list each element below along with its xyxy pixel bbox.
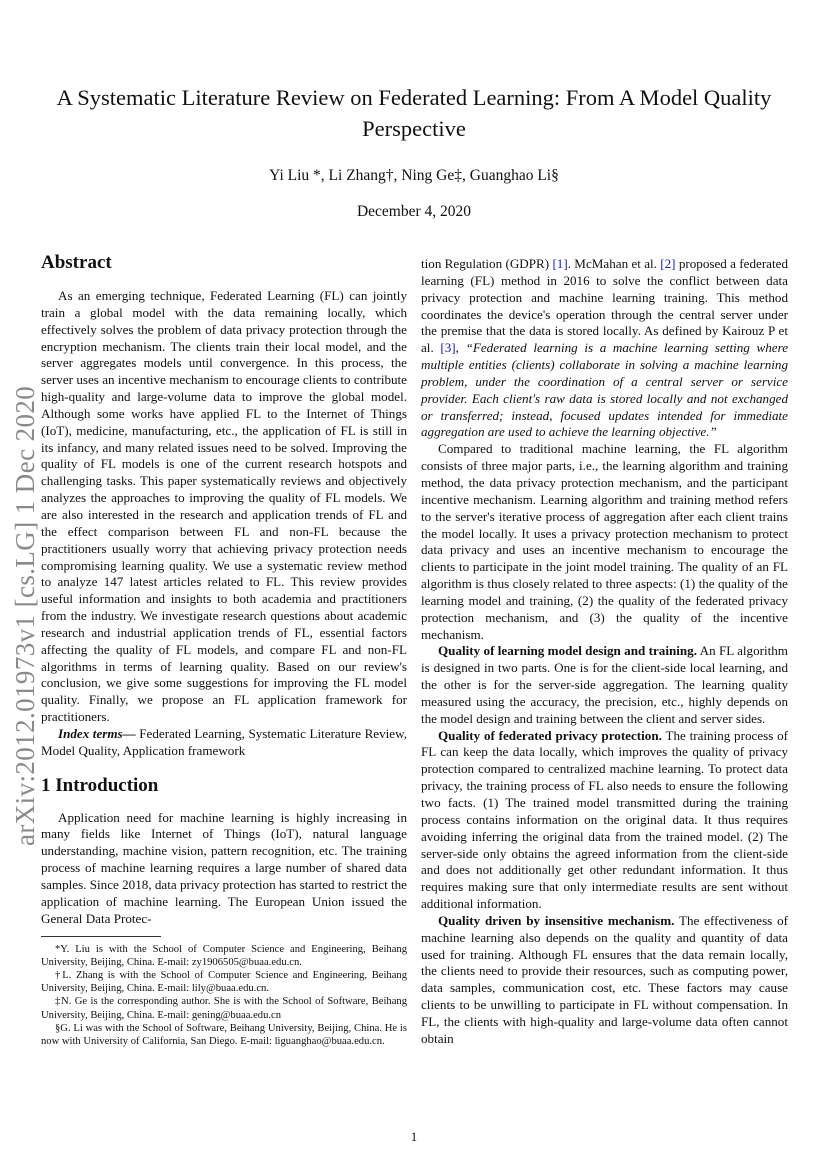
abstract-heading: Abstract [41,252,112,273]
introduction-heading: 1 Introduction [41,774,159,796]
index-terms-label: Index terms— [58,725,136,741]
abstract-text: As an emerging technique, Federated Learning (FL) can jointly train a global model with the data remaining locally, which effectively solves the problem of data privacy protection through the encryption mechanism. The clients train their local model, and the server aggregates models until convergence. In this process, the server uses an incentive mechanism to encourage clients to contribute high-quality and large-volume data to improve the global model. Although some works have applied FL to the Internet of Things (IoT), medicine, manufacturing, etc., the application of FL is still in its infancy, and many related issues need to be solved. Improving the quality of FL models is one of the current research hotspots and challenging tasks. This paper systematically reviews and objectively analyzes the approaches to improving the quality of FL models. We are also interested in the research and application trends of FL and the effect comparison between FL and non-FL because the practitioners usually worry that achieving privacy protection needs compromising learning quality. We use a systematic review method to analyze 147 latest articles related to FL. This review provides useful information and insights to both academia and practitioners from the industry. We investigate research questions about academic research and industrial application trends of FL, essential factors affecting the quality of FL models, and compare FL and non-FL algorithms in terms of learning quality. Based on our review's conclusion, we give some suggestions for improving the FL model quality. Finally, we propose an FL application framework for practitioners. [41,288,407,725]
footnote: ‡N. Ge is the corresponding author. She is with the School of Software, Beihang University, Beijing, China. E-mail: gening@buaa.edu.cn [41,996,407,1021]
text-run: The effectiveness of machine learning also depends on the quality and quantity of data used for training. Although FL ensures that the data remain locally, the clients need to provide their resources, such as computing power, data samples, communication cost, etc. These factors may cause clients to be unwilling to participate in FL without compensation. In FL, the clients with high-quality and large-volume data often cannot obtain [421,912,788,1046]
paper-date: December 4, 2020 [356,203,472,220]
footnote: *Y. Liu is with the School of Computer Science and Engineering, Beihang University, Beijing, China. E-mail: zy1906505@buaa.edu.cn. [41,943,407,968]
privacy-quality-paragraph [421,728,788,913]
citation-link[interactable]: [2] [660,256,676,271]
index-terms [41,726,407,760]
footnote-rule [41,936,161,937]
gdpr-paragraph [421,256,788,441]
citation-link[interactable]: [3] [440,340,456,356]
page-number: 1 [410,1129,418,1144]
text-run: tion Regulation (GDPR) [421,256,553,271]
learning-quality-paragraph [421,643,788,727]
author-list: Yi Liu *, Li Zhang†, Ning Ge‡, Guanghao Li§ [269,167,559,184]
fl-definition-quote: “Federated learning is a machine learning setting where multiple entities (clients) collaborate in solving a machine learning problem, under the coordination of a central server or service provider. Each client's raw data is stored locally and not exchanged or transferred; instead, focused updates intended for immediate aggregation are used to achieve the learning objective.” [421,340,789,440]
arxiv-stamp: arXiv:2012.01973v1 [cs.LG] 1 Dec 2020 [10,385,40,846]
text-run: , [455,340,466,356]
text-run: . McMahan et al. [567,256,661,271]
paper-title: A Systematic Literature Review on Federated Learning: From A Model Quality Perspective [56,85,772,141]
paragraph-lead: Quality of federated privacy protection. [438,727,662,743]
right-column [421,256,788,1048]
text-run: proposed a federated learning (FL) method in 2016 to solve the conflict between data privacy protection and machine learning training. This method coordinates the device's operation through the central server under the premise that the data is stored locally. As defined by Kairouz P et al. [421,256,788,356]
text-run: An FL algorithm is designed in two parts. One is for the client-side local learning, and the other is for the server-side aggregation. The learning quality measured using the accuracy, the precision, etc., highly depends on the model design and training between the client and server sides. [421,643,788,726]
footnote: †L. Zhang is with the School of Computer Science and Engineering, Beihang University, Beijing, China. E-mail: lily@buaa.edu.cn. [41,969,407,995]
left-column [41,252,407,1048]
citation-link[interactable]: [1] [552,256,568,271]
footnotes [41,943,407,1049]
text-run: The training process of FL can keep the data locally, which improves the quality of privacy protection compared to centralized machine learning. To protect data privacy, the training process of FL also needs to ensure the following two facts. (1) The trained model transmitted during the training process contains information on the original data. It thus requires avoiding inferring the original data from the trained model. (2) The server-side only obtains the agreed information from the client-side and does not additionally get other redundant information. It thus requires making sure that only intermediate results are sent without additional information. [421,727,788,912]
comparison-paragraph: Compared to traditional machine learning, the FL algorithm consists of three major parts, i.e., the learning algorithm and training method, the data privacy protection mechanism, and the participant incentive mechanism. Learning algorithm and training method refers to the server's iterative process of aggregation after each client trains the model locally. It uses a privacy protection mechanism to protect data privacy and uses an incentive mechanism to encourage the clients to participate in the joint model training. The quality of an FL algorithm is thus closely related to three aspects: (1) the quality of the learning model and training, (2) the quality of the federated privacy protection mechanism, and (3) the quality of the incentive mechanism. [421,441,788,642]
intro-paragraph: Application need for machine learning is highly increasing in many fields like Internet of Things (IoT), natural language understanding, machine vision, pattern recognition, etc. The training process of machine learning requires a large number of shared data samples. Since 2018, data privacy protection has started to restrict the application of machine learning. The European Union issued the General Data Protec- [41,809,407,926]
index-terms-text: Federated Learning, Systematic Literature Review, Model Quality, Application framework [41,725,407,758]
paragraph-lead: Quality driven by insensitive mechanism. [438,912,675,928]
incentive-quality-paragraph [421,913,788,1048]
paragraph-lead: Quality of learning model design and training. [438,643,697,659]
footnote: §G. Li was with the School of Software, Beihang University, Beijing, China. He is now with University of California, San Diego. E-mail: liguanghao@buaa.edu.cn. [41,1022,407,1047]
